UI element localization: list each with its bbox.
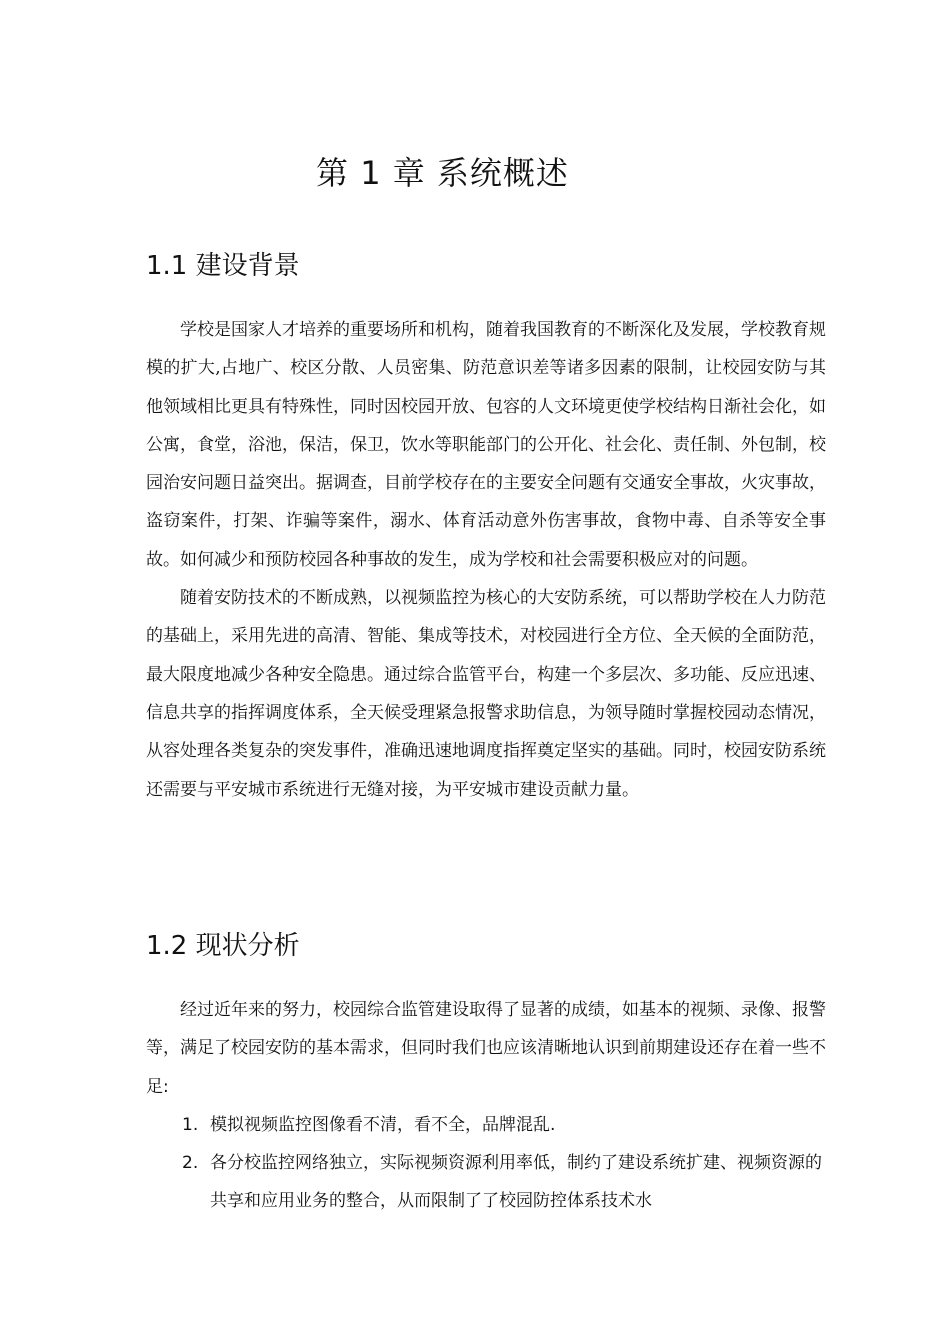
section-title-background: 1.1 建设背景 (146, 251, 300, 281)
numbered-list (146, 1106, 826, 1221)
section-title-status: 1.2 现状分析 (146, 931, 300, 961)
list-item (146, 1106, 826, 1144)
list-item-number: 2. (182, 1153, 199, 1174)
paragraph: 学校是国家人才培养的重要场所和机构，随着我国教育的不断深化及发展，学校教育规模的扩大,占地广、校区分散、人员密集、防范意识差等诸多因素的限制，让校园安防与其他领域相比更具有特殊性，同时因校园开放、包容的人文环境更使学校结构日渐社会化，如公寓，食堂，浴池，保洁，保卫，饮水等职能部门的公开化、社会化、责任制、外包制，校园治安问题日益突出。据调查，目前学校存在的主要安全问题有交通安全事故，火灾事故，盗窃案件，打架、诈骗等案件，溺水、体育活动意外伤害事故，食物中毒、自杀等安全事故。如何减少和预防校园各种事故的发生，成为学校和社会需要积极应对的问题。 (146, 320, 826, 570)
section-status-body (146, 991, 826, 1221)
list-item-text: 模拟视频监控图像看不清，看不全，品牌混乱. (210, 1114, 556, 1135)
paragraph: 随着安防技术的不断成熟，以视频监控为核心的大安防系统，可以帮助学校在人力防范的基础上，采用先进的高清、智能、集成等技术，对校园进行全方位、全天候的全面防范，最大限度地减少各种安全隐患。通过综合监管平台，构建一个多层次、多功能、反应迅速、信息共享的指挥调度体系，全天候受理紧急报警求助信息，为领导随时掌握校园动态情况，从容处理各类复杂的突发事件，准确迅速地调度指挥奠定坚实的基础。同时，校园安防系统还需要与平安城市系统进行无缝对接，为平安城市建设贡献力量。 (146, 588, 826, 800)
list-item (146, 1144, 826, 1221)
paragraph: 经过近年来的努力，校园综合监管建设取得了显著的成绩，如基本的视频、录像、报警等，满足了校园安防的基本需求，但同时我们也应该清晰地认识到前期建设还存在着一些不足: (146, 1000, 826, 1097)
list-item-text: 各分校监控网络独立，实际视频资源利用率低，制约了建设系统扩建、视频资源的共享和应用业务的整合，从而限制了了校园防控体系技术水 (210, 1153, 822, 1212)
chapter-title: 第 1 章 系统概述 (316, 154, 569, 192)
list-item-number: 1. (182, 1114, 199, 1135)
section-background-body (146, 311, 826, 809)
